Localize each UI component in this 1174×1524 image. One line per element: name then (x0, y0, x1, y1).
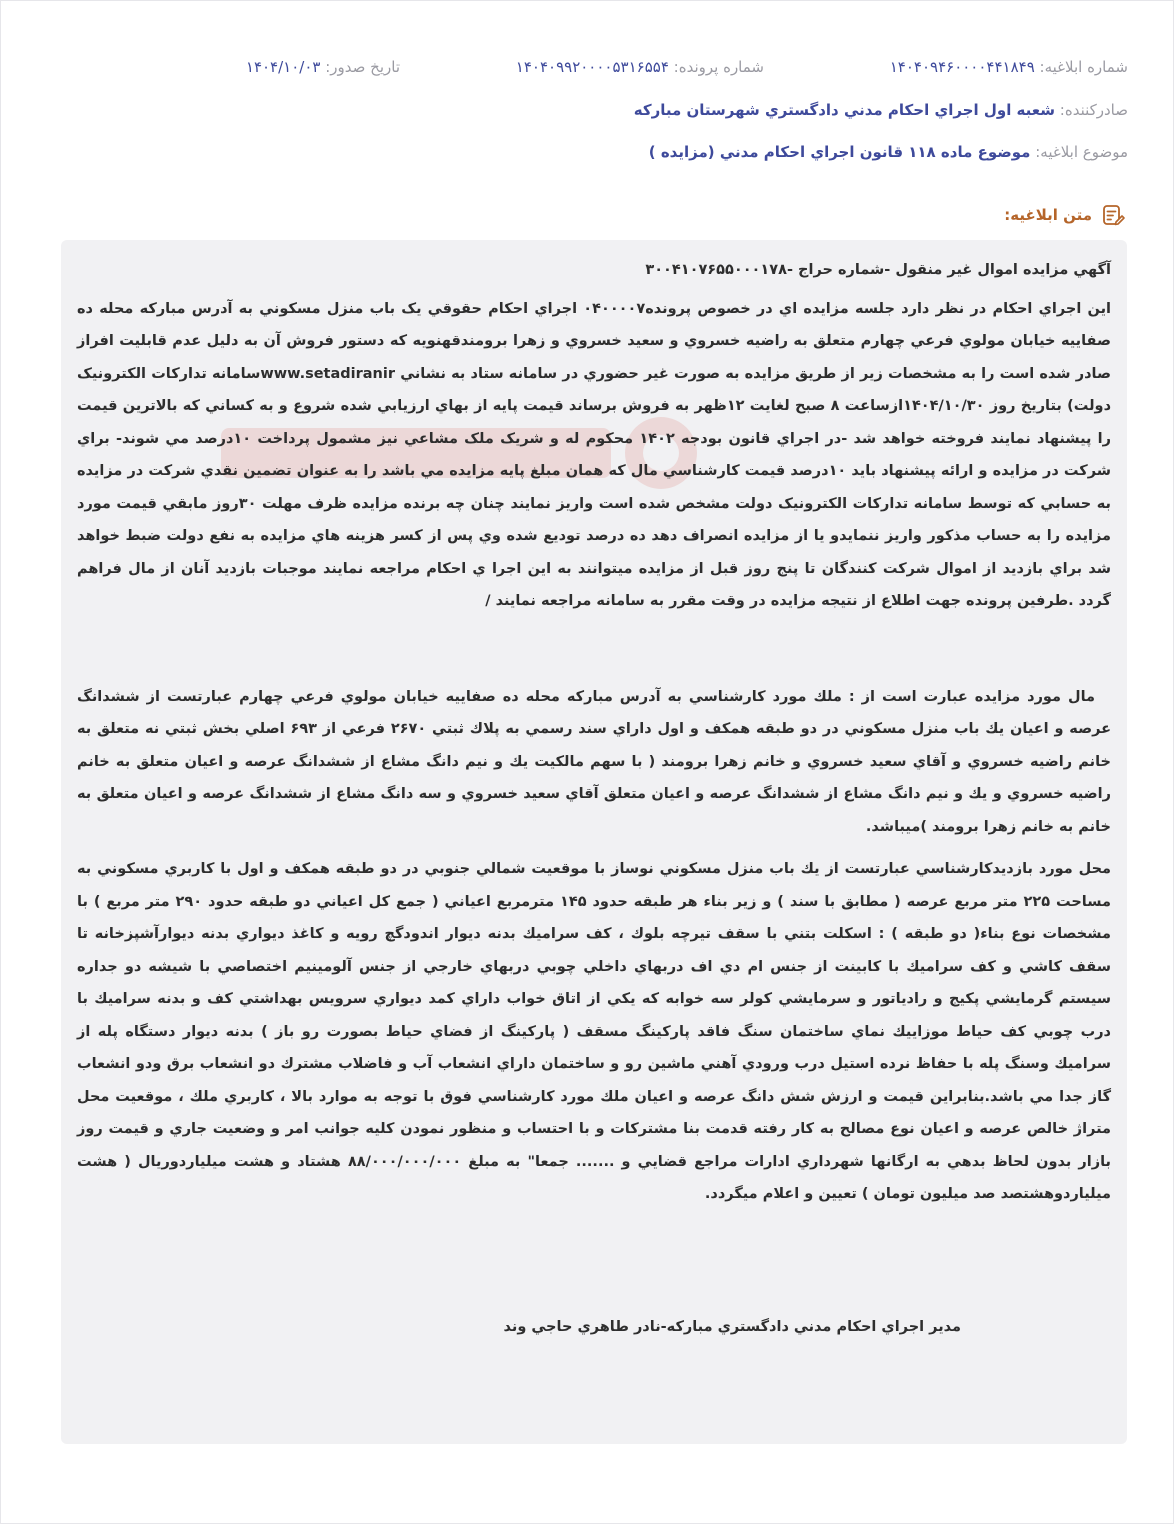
notice-signature: مدير اجراي احكام مدني دادگستري مباركه-نادر طاهري حاجي وند (503, 1318, 961, 1335)
notice-headline: آگهي مزايده اموال غير منقول -شماره حراج -۳۰۰۴۱۰۷۶۵۵۰۰۰۱۷۸ (645, 262, 1111, 278)
notice-text-heading (1004, 201, 1126, 229)
subject-value: موضوع ماده ۱۱۸ قانون اجراي احکام مدني (مزايده ) (648, 143, 1031, 161)
case-number-label: شماره پرونده: (673, 58, 764, 76)
notice-number-label: شماره ابلاغيه: (1039, 58, 1128, 76)
issuer-line (634, 101, 1128, 119)
issuer-value: شعبه اول اجراي احکام مدني دادگستري شهرستان مبارکه (633, 101, 1055, 119)
section-title: متن ابلاغيه: (1004, 206, 1092, 224)
notice-text (77, 254, 1111, 1343)
notice-number (890, 58, 1128, 76)
subject-label: موضوع ابلاغيه: (1035, 143, 1128, 161)
meta-row (46, 58, 1128, 80)
subject-line (649, 143, 1128, 161)
case-number-value: ۱۴۰۴۰۹۹۲۰۰۰۰۵۳۱۶۵۵۴ (515, 58, 669, 76)
notice-number-value: ۱۴۰۴۰۹۴۶۰۰۰۰۴۴۱۸۴۹ (889, 58, 1035, 76)
notice-paragraph-1: اين اجراي احکام در نظر دارد جلسه مزايده اي در خصوص پرونده۰۴۰۰۰۰۷ اجراي احکام حقوقي يک باب منزل مسکوني به آدرس مبارکه محله ده صفاييه خيابان مولوي فرعي چهارم متعلق به راضيه خسروي و سعيد خسروي و زهرا برومندقهنويه که دستور فروش آن به دليل عدم قابليت افراز صادر شده است را به مشخصات زير از طريق مزايده به صورت غير حضوري در سامانه ستاد به نشاني www.setadiranirسامانه تدارکات الکترونيک دولت) بتاريخ روز ۱۴۰۴/۱۰/۳۰ازساعت ۸ صبح لغايت ۱۲ظهر به فروش برساند قيمت پايه از بهاي ارزيابي شده شروع و به کساني که بالاترين قيمت را پيشنهاد نمايند فروخته خواهد شد -در اجراي قانون بودجه ۱۴۰۲ محکوم له و شريک ملک مشاعي نيز مشمول پرداخت ۱۰درصد مي شوند- براي شرکت در مزايده و ارائه پيشنهاد بايد ۱۰درصد قيمت کارشناسي مال که همان مبلغ پايه مزايده مي باشد را به عنوان تضمين نقدي شرکت در مزايده به حسابي که توسط سامانه تدارکات الکترونيک دولت مشخص شده است واريز نمايند چنان چه برنده مزايده ظرف مهلت ۳۰روز مابقي قيمت مورد مزايده را به حساب مذکور واريز ننمايدو يا از مزايده انصراف دهد ده درصد توديع شده وي پس از کسر هزينه هاي مزايده به نفع دولت ضبط خواهد شد براي بازديد از اموال شرکت کنندگان تا پنج روز قبل از مزايده ميتوانند به اين اجرا ي احکام مراجعه نمايند موجبات بازديد آنان از مال فراهم گردد .طرفين پرونده جهت اطلاع از نتيجه مزايده در وقت مقرر به سامانه مراجعه نمايند / (77, 300, 1112, 609)
case-number (516, 58, 764, 76)
notice-content-box (61, 240, 1127, 1444)
issue-date-value: ۱۴۰۴/۱۰/۰۳ (245, 58, 321, 76)
notice-paragraph-2: مال مورد مزايده عبارت است از : ملك مورد كارشناسي به آدرس مباركه محله ده صفاييه خيابان مولوي فرعي چهارم عبارتست از ششدانگ عرصه و اعيان يك باب منزل مسكوني در دو طبقه همكف و اول داراي سند رسمي به پلاك ثبتي ۲۶۷۰ فرعي از ۶۹۳ اصلي بخش ثبتي نه متعلق به خانم راضيه خسروي و آقاي سعيد خسروي و خانم زهرا برومند ( با سهم مالكيت يك و نيم دانگ مشاع از ششدانگ عرصه و اعيان متعلق به خانم راضيه خسروي و يك و نيم دانگ مشاع از ششدانگ عرصه و اعيان متعلق آقاي سعيد خسروي و سه دانگ مشاع از ششدانگ عرصه و اعيان متعلق به خانم به خانم زهرا برومند )ميباشد. (77, 688, 1112, 835)
issue-date (246, 58, 400, 76)
document-text-icon (1100, 202, 1126, 228)
issue-date-label: تاريخ صدور: (325, 58, 400, 76)
issuer-label: صادرکننده: (1059, 101, 1128, 119)
notice-paragraph-3: محل مورد بازديدكارشناسي عبارتست از يك باب منزل مسكوني نوساز با موقعيت شمالي جنوبي در دو طبقه همكف و اول با كاربري مسكوني به مساحت ۲۲۵ متر مربع عرصه ( مطابق با سند ) و زير بناء هر طبقه حدود ۱۴۵ مترمربع اعياني ( جمع كل اعياني دو طبقه حدود ۲۹۰ متر مربع ) با مشخصات نوع بناء( دو طبقه ) : اسكلت بتني با سقف تيرچه بلوك ، كف سراميك بدنه ديوار اندودگچ رويه و كاغذ ديواري بدنه ديوارآشپزخانه تا سقف كاشي و كف سراميك با كابينت از جنس ام دي اف دربهاي داخلي چوبي دربهاي خارجي از جنس آلومينيم اختصاصي با شيشه دو جداره سيستم گرمايشي پكيج و رادياتور و سرمايشي كولر سه خوابه كه يكي از اتاق خواب داراي كمد ديواري سرويس بهداشتي كف و بدنه سراميك با درب چوبي كف حياط موزاييك نماي ساختمان سنگ فاقد پاركينگ مسقف ( پاركينگ از فضاي حياط بصورت رو باز ) بدنه ديوار دستگاه پله از سراميك وسنگ پله با حفاظ نرده استيل درب ورودي آهني ماشين رو و ساختمان داراي انشعاب آب و فاضلاب مشترك دو انشعاب برق ودو انشعاب گاز جدا مي باشد.بنابراين قيمت و ارزش شش دانگ عرصه و اعيان ملك مورد كارشناسي فوق با توجه به موارد بالا ، كاربري ملك ، موقعيت محل متراژ خالص عرصه و اعيان نوع مصالح به كار رفته قدمت بنا مشتركات و با احتساب و منظور نمودن كليه جوانب امر و وضعيت جاري و قيمت روز بازار بدون لحاظ بدهي به ارگانها شهرداري ادارات مراجع قضايي و ....... جمعا" به مبلغ ۸۸/۰۰۰/۰۰۰/۰۰۰ هشتاد و هشت ميلياردوريال ( هشت ميلياردوهشتصد صد ميليون تومان ) تعيين و اعلام ميگردد. (77, 861, 1111, 1202)
